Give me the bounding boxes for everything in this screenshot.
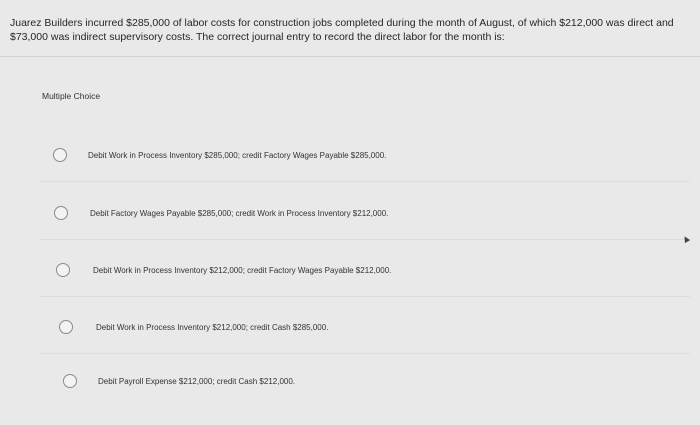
question-text: Juarez Builders incurred $285,000 of labor costs for construction jobs completed during the month of August, of which $212,000 was direct and $73,000 was indirect supervisory costs. The correct journal entry to record the direct labor for the month is: [10,17,674,43]
radio-button[interactable] [63,374,77,388]
radio-button[interactable] [53,148,67,162]
radio-button[interactable] [59,320,73,334]
answer-option[interactable] [0,137,700,177]
option-divider [40,353,690,354]
multiple-choice-label: Multiple Choice [42,91,101,101]
answer-option-label: Debit Factory Wages Payable $285,000; credit Work in Process Inventory $212,000. [90,209,389,218]
answer-option[interactable] [0,365,700,405]
radio-button[interactable] [54,206,68,220]
answer-option[interactable] [0,252,700,292]
radio-button[interactable] [56,263,70,277]
answer-option[interactable] [0,309,700,349]
answer-option-label: Debit Payroll Expense $212,000; credit Cash $212,000. [98,377,296,386]
answer-option[interactable] [0,195,700,235]
answer-option-label: Debit Work in Process Inventory $285,000; credit Factory Wages Payable $285,000. [88,151,387,160]
option-divider [40,296,690,297]
option-divider [40,239,690,240]
answer-option-label: Debit Work in Process Inventory $212,000; credit Cash $285,000. [96,323,329,332]
question-divider [0,56,700,57]
option-divider [40,181,690,182]
mouse-cursor-icon [682,235,690,243]
answer-option-label: Debit Work in Process Inventory $212,000; credit Factory Wages Payable $212,000. [93,266,392,275]
